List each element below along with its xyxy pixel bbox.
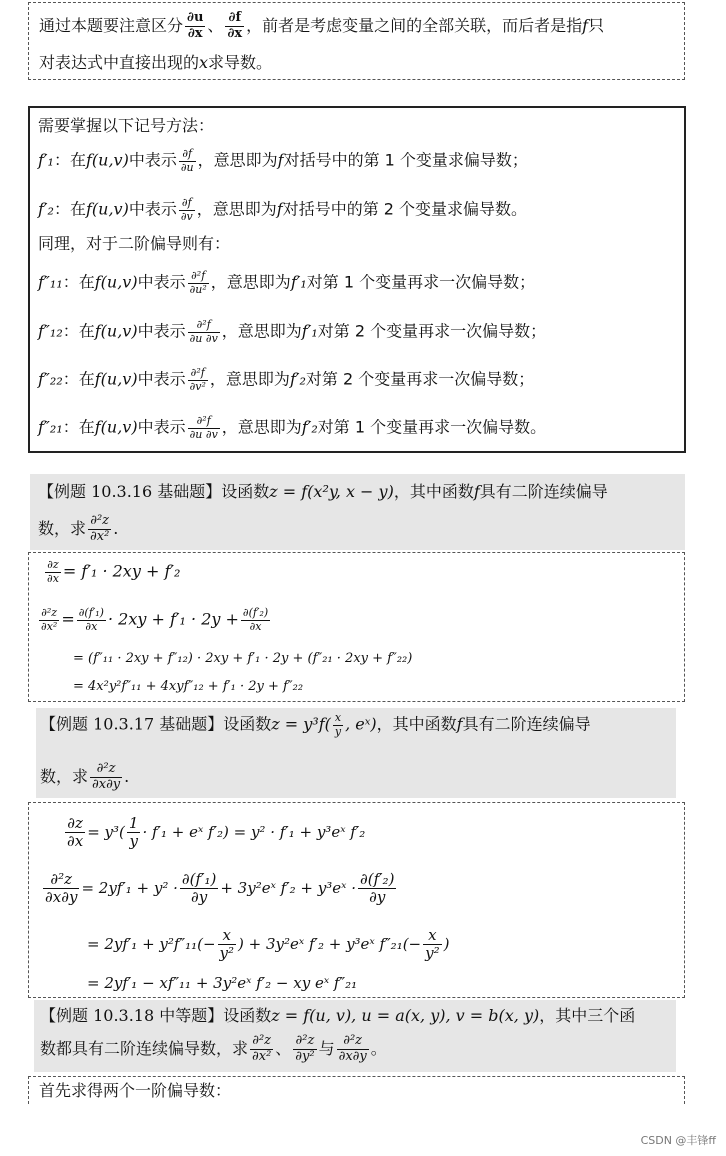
watermark: CSDN @丰锋ff xyxy=(640,1134,716,1147)
ex17-sol-1: $\frac{\partial z}{\partial x}$ = y³( $\frac{1}{y}$ · f′₁ + eˣ f′₂) = y² · f′₁ + y³eˣ f′₂ xyxy=(67,814,366,851)
ex16-line-1: 【例题 10.3.16 基础题】设函数z = f(x²y, x − y)，其中函数f具有二阶连续偏导 xyxy=(38,482,608,501)
ex18-line-2: 数都具有二阶连续偏导数，求 $\frac{\text{∂²z}}{\text{∂x²}}$ 、 $\frac{\text{∂²z}}{\text{∂y²}}$ 与 $\frac{\text{∂²z}}{\partial x\partial y}$ 。 xyxy=(40,1033,387,1064)
ex18-sol-1: 首先求得两个一阶偏导数： xyxy=(39,1081,232,1100)
notation-row-f22: f″₂₂：在f(u,v)中表示 $\frac{\text{∂²f}}{\text{∂v²}}$ ，意思即为f′₂对第 2 个变量再求一次偏导数； xyxy=(38,366,535,393)
example-17-solution xyxy=(28,802,685,998)
ex16-sol-1: $\frac{\partial z}{\partial x}$ = f′₁ · 2xy + f′₂ xyxy=(47,558,181,585)
frac-df-dx: $\frac{\partial f}{\partial x}$ xyxy=(227,10,243,41)
ex17-line-1: 【例题 10.3.17 基础题】设函数z = y³f( $\frac{x}{y}$ , eˣ)，其中函数f具有二阶连续偏导 xyxy=(40,711,591,738)
ex16-sol-4: = 4x²y²f″₁₁ + 4xyf″₁₂ + f′₁ · 2y + f″₂₂ xyxy=(73,679,304,694)
notation-row-f1: f′₁：在f(u,v)中表示 $\frac{\partial f}{\partial u}$ ，意思即为f对括号中的第 1 个变量求偏导数； xyxy=(38,147,528,174)
note-line-1: 通过本题要注意区分 $\frac{\partial u}{\partial x}$ 、 $\frac{\partial f}{\partial x}$ ，前者是考虑变量之间的全部关联，而后者是指f只 xyxy=(39,10,605,41)
example-17-question xyxy=(36,708,676,798)
notation-row-f12: f″₁₂：在f(u,v)中表示 $\frac{\text{∂²f}}{\partial u \partial v}$ ，意思即为f′₁对第 2 个变量再求一次偏导数； xyxy=(38,318,547,345)
ex18-line-1: 【例题 10.3.18 中等题】设函数z = f(u, v), u = a(x, y), v = b(x, y)，其中三个函 xyxy=(40,1006,636,1025)
frac-du-dx: $\frac{\partial u}{\partial x}$ xyxy=(187,10,204,41)
ex17-sol-4: = 2yf′₁ − xf″₁₁ + 3y²eˣ f′₂ − xy eˣ f″₂₁ xyxy=(87,974,358,992)
notation-title: 需要掌握以下记号方法： xyxy=(38,116,215,135)
notation-row-f21: f″₂₁：在f(u,v)中表示 $\frac{\text{∂²f}}{\partial u \partial v}$ ，意思即为f′₂对第 1 个变量再求一次偏导数。 xyxy=(38,414,547,441)
example-18-question xyxy=(34,1000,676,1072)
notation-box xyxy=(28,106,686,453)
ex16-sol-3: = (f″₁₁ · 2xy + f″₁₂) · 2xy + f′₁ · 2y + (f″₂₁ · 2xy + f″₂₂) xyxy=(73,651,413,666)
ex17-sol-2: $\frac{\text{∂²z}}{\partial x\partial y}$ = 2yf′₁ + y² · $\frac{\text{∂(f′₁)}}{\partial y}$ + 3y²eˣ f′₂ + y³eˣ · $\frac{\text{∂(f′₂)}}{\partial y}$ xyxy=(45,870,395,907)
notation-row-f11: f″₁₁：在f(u,v)中表示 $\frac{\text{∂²f}}{\text{∂u²}}$ ，意思即为f′₁对第 1 个变量再求一次偏导数； xyxy=(38,269,536,296)
ex17-sol-3: = 2yf′₁ + y²f″₁₁(− $\frac{x}{\text{y²}}$ ) + 3y²eˣ f′₂ + y³eˣ f″₂₁(− $\frac{x}{\text{y²}}$ ) xyxy=(87,926,450,963)
note-box xyxy=(28,2,685,80)
notation-row-f2: f′₂：在f(u,v)中表示 $\frac{\partial f}{\partial v}$ ，意思即为f对括号中的第 2 个变量求偏导数。 xyxy=(38,196,528,223)
example-16-question xyxy=(30,474,685,550)
notation-second-title: 同理，对于二阶偏导则有： xyxy=(38,234,231,253)
ex16-sol-2: $\frac{\text{∂²z}}{\text{∂x²}}$ = $\frac{\text{∂(f′₁)}}{\partial x}$ · 2xy + f′₁ · 2y + $\frac{\text{∂(f′₂)}}{\partial x}$ xyxy=(41,606,269,633)
example-18-solution xyxy=(28,1076,685,1104)
note-line-2: 对表达式中直接出现的x求导数。 xyxy=(39,53,273,72)
example-16-solution xyxy=(28,552,685,702)
ex16-line-2: 数，求 $\frac{\text{∂²z}}{\text{∂x²}}$ . xyxy=(38,513,119,544)
ex17-line-2: 数，求 $\frac{\text{∂²z}}{\partial x\partial y}$ . xyxy=(40,761,130,792)
